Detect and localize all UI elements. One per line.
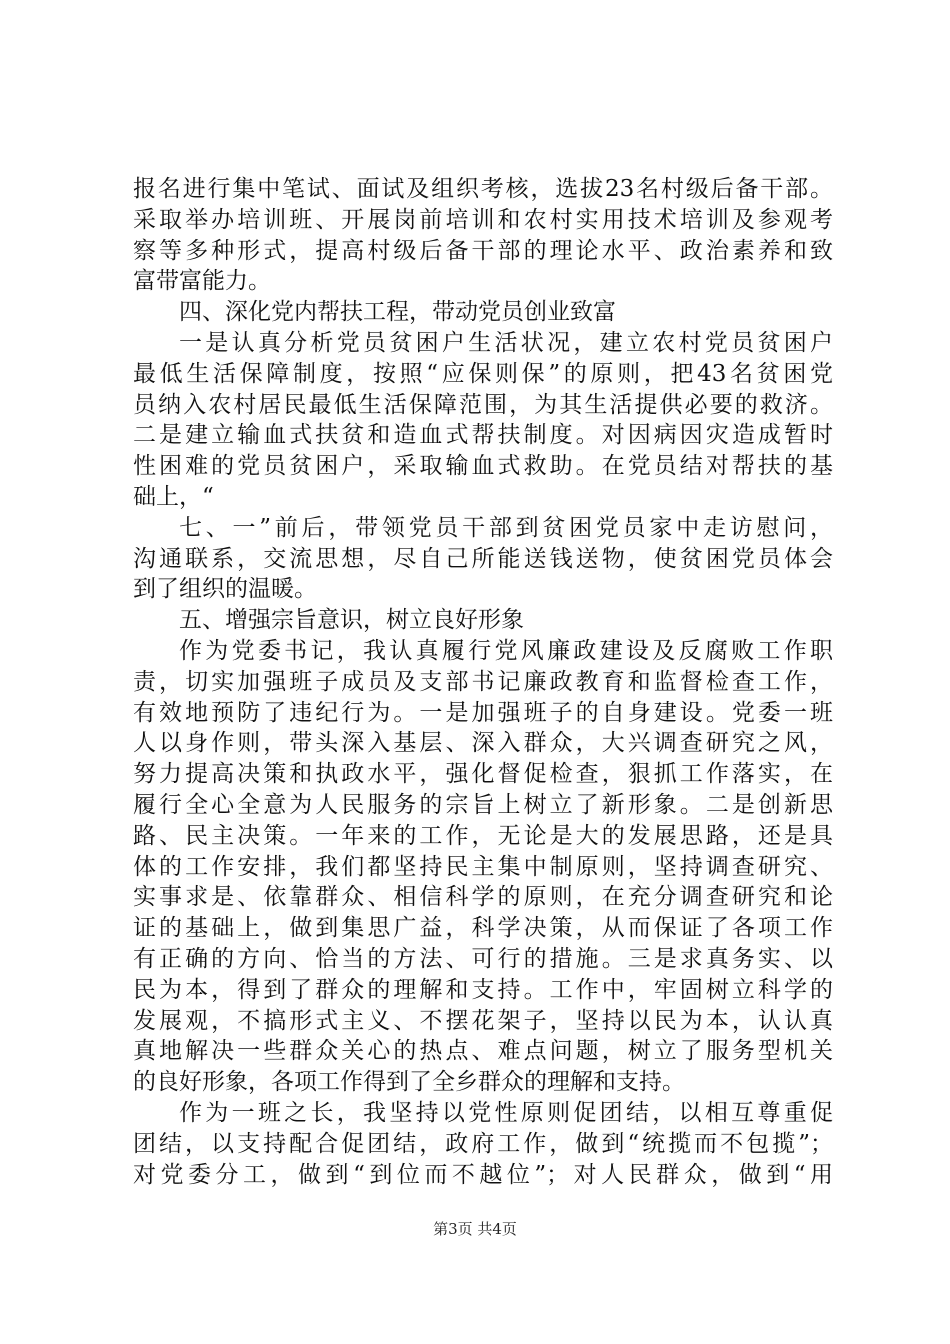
- text-line: 有效地预防了违纪行为。一是加强班子的自身建设。党委一班: [133, 699, 833, 726]
- text-line: 路、民主决策。一年来的工作，无论是大的发展思路，还是具: [133, 822, 833, 849]
- text-line: 察等多种形式，提高村级后备干部的理论水平、政治素养和致: [133, 237, 833, 264]
- text-line: 最低生活保障制度，按照“应保则保”的原则，把43名贫困党: [133, 360, 833, 387]
- body-text: [133, 174, 833, 1190]
- text-line: 实事求是、依靠群众、相信科学的原则，在充分调查研究和论: [133, 884, 833, 911]
- text-line: 七、一”前后，带领党员干部到贫困党员家中走访慰问，: [179, 514, 833, 541]
- text-line: 富带富能力。: [133, 268, 271, 295]
- text-line: 础上，“: [133, 483, 214, 510]
- text-line: 二是建立输血式扶贫和造血式帮扶制度。对因病因灾造成暂时: [133, 422, 833, 449]
- text-line: 民为本，得到了群众的理解和支持。工作中，牢固树立科学的: [133, 976, 833, 1003]
- text-line: 报名进行集中笔试、面试及组织考核，选拔23名村级后备干部。: [133, 176, 833, 202]
- text-line: 体的工作安排，我们都坚持民主集中制原则，坚持调查研究、: [133, 853, 833, 880]
- text-line: 真地解决一些群众关心的热点、难点问题，树立了服务型机关: [133, 1038, 833, 1065]
- text-line: 团结，以支持配合促团结，政府工作，做到“统揽而不包揽”；: [133, 1130, 833, 1157]
- text-line: 履行全心全意为人民服务的宗旨上树立了新形象。二是创新思: [133, 791, 833, 818]
- text-line: 采取举办培训班、开展岗前培训和农村实用技术培训及参观考: [133, 206, 833, 233]
- text-line: 一是认真分析党员贫困户生活状况，建立农村党员贫困户: [179, 329, 833, 356]
- text-line: 发展观，不搞形式主义、不摆花架子，坚持以民为本，认认真: [133, 1007, 833, 1034]
- page-footer: 第3页 共4页: [433, 1220, 517, 1238]
- text-line: 作为党委书记，我认真履行党风廉政建设及反腐败工作职: [179, 637, 833, 664]
- text-line: 作为一班之长，我坚持以党性原则促团结，以相互尊重促: [179, 1099, 833, 1126]
- text-line: 员纳入农村居民最低生活保障范围，为其生活提供必要的救济。: [133, 391, 833, 418]
- text-line: 证的基础上，做到集思广益，科学决策，从而保证了各项工作: [133, 915, 833, 942]
- text-line: 五、增强宗旨意识，树立良好形象: [179, 607, 524, 634]
- text-line: 的良好形象，各项工作得到了全乡群众的理解和支持。: [133, 1069, 685, 1096]
- text-line: 性困难的党员贫困户，采取输血式救助。在党员结对帮扶的基: [133, 453, 833, 480]
- text-line: 有正确的方向、恰当的方法、可行的措施。三是求真务实、以: [133, 945, 833, 972]
- text-line: 四、深化党内帮扶工程，带动党员创业致富: [179, 299, 616, 326]
- text-line: 责，切实加强班子成员及支部书记廉政教育和监督检查工作，: [133, 668, 833, 695]
- text-line: 对党委分工，做到“到位而不越位”；对人民群众，做到“用: [133, 1161, 833, 1188]
- text-line: 到了组织的温暖。: [133, 576, 317, 603]
- text-line: 努力提高决策和执政水平，强化督促检查，狠抓工作落实，在: [133, 761, 833, 788]
- text-line: 沟通联系，交流思想，尽自己所能送钱送物，使贫困党员体会: [133, 545, 833, 572]
- text-line: 人以身作则，带头深入基层、深入群众，大兴调查研究之风，: [133, 730, 833, 757]
